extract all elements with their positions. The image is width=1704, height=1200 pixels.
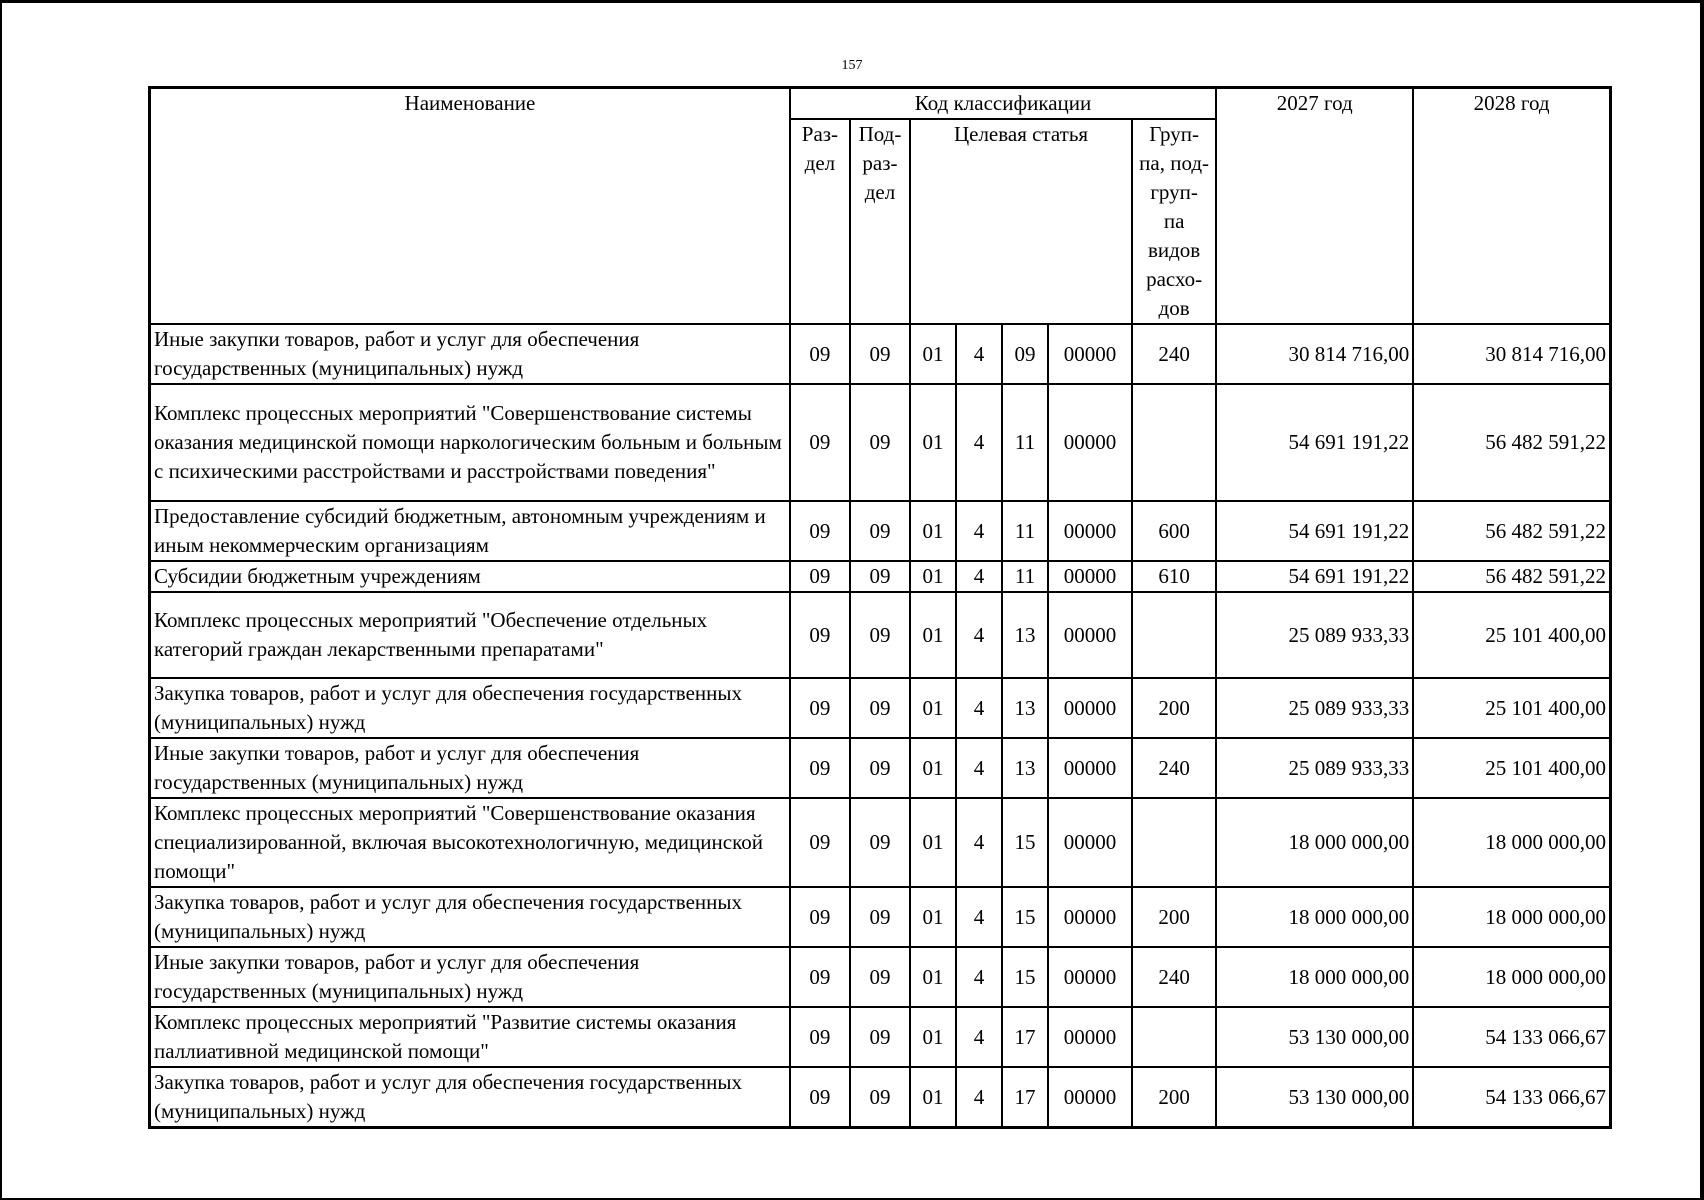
row-name: Комплекс процессных мероприятий "Совершенствование оказания специализированной, включая высокотехнологичную, медицинской помощи" [150,798,790,887]
row-amount-2028: 30 814 716,00 [1413,324,1610,384]
row-target-type: 4 [956,887,1002,947]
row-target-type: 4 [956,738,1002,798]
row-section: 09 [790,501,850,561]
row-amount-2027: 54 691 191,22 [1216,561,1413,592]
row-amount-2027: 25 089 933,33 [1216,592,1413,678]
page-number: 157 [841,58,863,73]
row-subsection: 09 [850,501,910,561]
row-target-subprogram: 11 [1002,384,1048,501]
table-row [150,384,1611,501]
row-amount-2027: 30 814 716,00 [1216,324,1413,384]
row-expense-group: 200 [1132,678,1216,738]
row-target-subprogram: 15 [1002,947,1048,1007]
row-target-direction: 00000 [1048,1067,1132,1128]
row-amount-2028: 25 101 400,00 [1413,678,1610,738]
row-section: 09 [790,738,850,798]
row-amount-2028: 25 101 400,00 [1413,738,1610,798]
table-row [150,887,1611,947]
row-subsection: 09 [850,592,910,678]
row-expense-group [1132,1007,1216,1067]
table-row [150,324,1611,384]
row-section: 09 [790,592,850,678]
row-target-type: 4 [956,678,1002,738]
table-row [150,1007,1611,1067]
row-subsection: 09 [850,947,910,1007]
header-subsection [850,119,910,324]
row-name: Комплекс процессных мероприятий "Развитие системы оказания паллиативной медицинской помощи" [150,1007,790,1067]
row-target-type: 4 [956,592,1002,678]
row-amount-2028: 56 482 591,22 [1413,501,1610,561]
row-amount-2028: 56 482 591,22 [1413,561,1610,592]
table-row [150,1067,1611,1128]
row-name: Закупка товаров, работ и услуг для обеспечения государственных (муниципальных) нужд [150,887,790,947]
row-section: 09 [790,678,850,738]
row-expense-group: 240 [1132,947,1216,1007]
row-section: 09 [790,798,850,887]
row-target-subprogram: 17 [1002,1067,1048,1128]
table-row [150,561,1611,592]
row-target-program: 01 [910,324,956,384]
row-amount-2027: 18 000 000,00 [1216,947,1413,1007]
row-target-program: 01 [910,1007,956,1067]
header-section-text: Раз- дел [801,122,839,175]
row-amount-2027: 18 000 000,00 [1216,887,1413,947]
row-amount-2028: 54 133 066,67 [1413,1007,1610,1067]
row-target-direction: 00000 [1048,738,1132,798]
row-subsection: 09 [850,1067,910,1128]
row-target-program: 01 [910,1067,956,1128]
row-expense-group [1132,592,1216,678]
row-amount-2027: 54 691 191,22 [1216,501,1413,561]
header-target-article: Целевая статья [910,119,1132,324]
row-amount-2027: 53 130 000,00 [1216,1007,1413,1067]
row-amount-2027: 53 130 000,00 [1216,1067,1413,1128]
row-section: 09 [790,384,850,501]
row-target-direction: 00000 [1048,1007,1132,1067]
header-classification-code: Код классификации [790,88,1216,120]
row-target-type: 4 [956,947,1002,1007]
row-subsection: 09 [850,384,910,501]
table-row [150,592,1611,678]
row-section: 09 [790,324,850,384]
row-amount-2028: 25 101 400,00 [1413,592,1610,678]
row-subsection: 09 [850,738,910,798]
row-amount-2028: 54 133 066,67 [1413,1067,1610,1128]
row-target-subprogram: 11 [1002,501,1048,561]
row-amount-2027: 25 089 933,33 [1216,738,1413,798]
header-section [790,119,850,324]
row-subsection: 09 [850,561,910,592]
header-year-2027: 2027 год [1216,88,1413,325]
row-target-direction: 00000 [1048,384,1132,501]
row-expense-group [1132,384,1216,501]
row-target-subprogram: 13 [1002,738,1048,798]
row-section: 09 [790,561,850,592]
row-section: 09 [790,887,850,947]
row-target-type: 4 [956,324,1002,384]
row-expense-group: 200 [1132,1067,1216,1128]
row-target-subprogram: 09 [1002,324,1048,384]
row-target-subprogram: 17 [1002,1007,1048,1067]
row-target-direction: 00000 [1048,678,1132,738]
header-subsection-text: Под- раз- дел [858,122,902,204]
row-target-subprogram: 15 [1002,798,1048,887]
scan-edge-left [0,0,2,1200]
row-section: 09 [790,947,850,1007]
row-target-direction: 00000 [1048,592,1132,678]
header-year-2028: 2028 год [1413,88,1610,325]
row-target-type: 4 [956,1067,1002,1128]
row-target-program: 01 [910,738,956,798]
row-target-direction: 00000 [1048,324,1132,384]
row-subsection: 09 [850,1007,910,1067]
row-amount-2027: 54 691 191,22 [1216,384,1413,501]
row-expense-group: 600 [1132,501,1216,561]
row-expense-group: 240 [1132,324,1216,384]
row-target-program: 01 [910,947,956,1007]
row-target-type: 4 [956,384,1002,501]
row-subsection: 09 [850,324,910,384]
row-target-type: 4 [956,1007,1002,1067]
row-target-type: 4 [956,798,1002,887]
row-name: Закупка товаров, работ и услуг для обеспечения государственных (муниципальных) нужд [150,678,790,738]
table-row [150,947,1611,1007]
scan-edge-top [0,0,1704,3]
row-name: Комплекс процессных мероприятий "Обеспечение отдельных категорий граждан лекарственными препаратами" [150,592,790,678]
row-target-direction: 00000 [1048,887,1132,947]
row-name: Закупка товаров, работ и услуг для обеспечения государственных (муниципальных) нужд [150,1067,790,1128]
row-target-program: 01 [910,384,956,501]
table-row [150,798,1611,887]
row-target-program: 01 [910,678,956,738]
row-target-program: 01 [910,592,956,678]
row-expense-group: 240 [1132,738,1216,798]
row-amount-2028: 18 000 000,00 [1413,947,1610,1007]
row-target-direction: 00000 [1048,947,1132,1007]
row-name: Иные закупки товаров, работ и услуг для обеспечения государственных (муниципальных) нужд [150,947,790,1007]
row-expense-group [1132,798,1216,887]
row-expense-group: 200 [1132,887,1216,947]
header-expense-group [1132,119,1216,324]
table-row [150,678,1611,738]
row-subsection: 09 [850,887,910,947]
row-target-program: 01 [910,501,956,561]
header-name: Наименование [150,88,790,325]
row-target-subprogram: 11 [1002,561,1048,592]
row-target-direction: 00000 [1048,501,1132,561]
row-target-direction: 00000 [1048,798,1132,887]
row-target-subprogram: 13 [1002,678,1048,738]
row-amount-2028: 18 000 000,00 [1413,798,1610,887]
row-amount-2028: 18 000 000,00 [1413,887,1610,947]
row-amount-2027: 25 089 933,33 [1216,678,1413,738]
row-target-subprogram: 15 [1002,887,1048,947]
row-target-type: 4 [956,501,1002,561]
row-expense-group: 610 [1132,561,1216,592]
row-target-subprogram: 13 [1002,592,1048,678]
row-section: 09 [790,1067,850,1128]
row-subsection: 09 [850,678,910,738]
row-name: Предоставление субсидий бюджетным, автономным учреждениям и иным некоммерческим организациям [150,501,790,561]
table-row [150,738,1611,798]
row-target-type: 4 [956,561,1002,592]
row-name: Иные закупки товаров, работ и услуг для обеспечения государственных (муниципальных) нужд [150,324,790,384]
header-expense-group-text: Груп- па, под- груп- па видов расхо- дов [1139,122,1210,320]
row-amount-2027: 18 000 000,00 [1216,798,1413,887]
row-target-program: 01 [910,887,956,947]
row-amount-2028: 56 482 591,22 [1413,384,1610,501]
row-name: Иные закупки товаров, работ и услуг для обеспечения государственных (муниципальных) нужд [150,738,790,798]
row-name: Субсидии бюджетным учреждениям [150,561,790,592]
row-subsection: 09 [850,798,910,887]
row-section: 09 [790,1007,850,1067]
row-target-direction: 00000 [1048,561,1132,592]
row-target-program: 01 [910,561,956,592]
row-target-program: 01 [910,798,956,887]
table-row [150,501,1611,561]
scan-edge-right [1700,0,1704,1200]
row-name: Комплекс процессных мероприятий "Совершенствование системы оказания медицинской помощи наркологическим больным и больным с психическими расстройствами и расстройствами поведения" [150,384,790,501]
budget-table [148,86,1612,1129]
